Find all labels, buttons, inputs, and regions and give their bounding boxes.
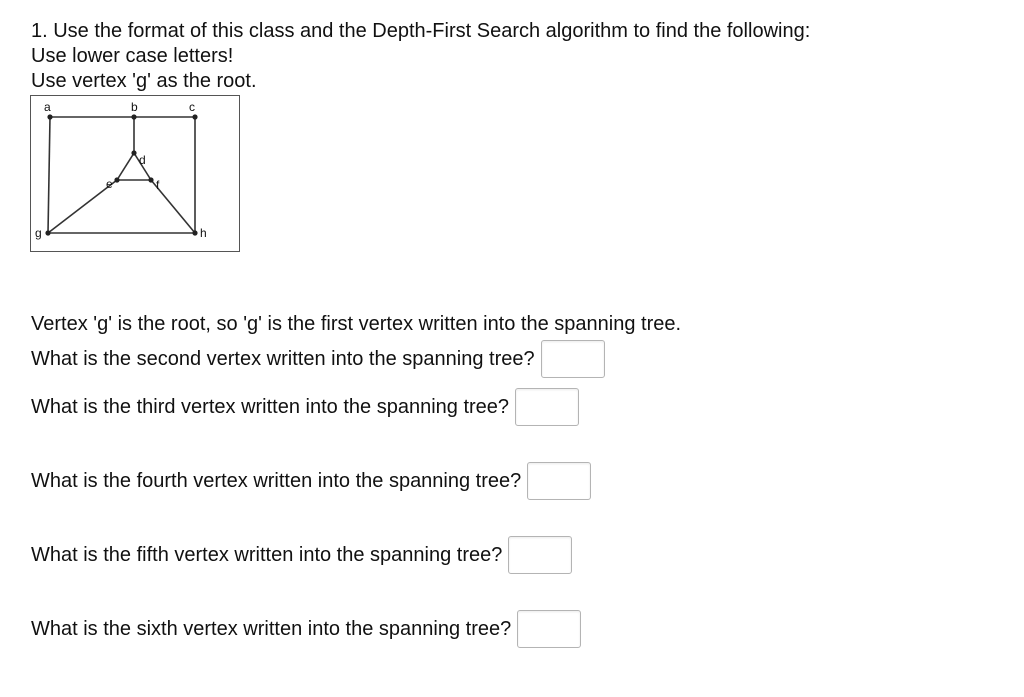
question-6-label: What is the sixth vertex written into the spanning tree? [31,618,512,640]
vertex-b [131,114,136,119]
question-3 [31,388,579,426]
question-3-label: What is the third vertex written into the spanning tree? [31,396,510,418]
vertex-d [131,150,136,155]
edge-d-e [117,153,134,180]
vertex-g [45,230,50,235]
answer-2-input[interactable] [541,340,605,378]
vertex-a [47,114,52,119]
intro-text: Vertex 'g' is the root, so 'g' is the first vertex written into the spanning tree. [31,313,682,335]
question-2 [31,340,605,378]
vertex-label-a: a [44,100,51,114]
answer-4-input[interactable] [527,462,591,500]
question-6 [31,610,581,648]
question-5 [31,536,572,574]
edge-a-g [48,117,50,233]
vertex-label-f: f [156,178,160,192]
question-4 [31,462,591,500]
vertex-h [192,230,197,235]
vertex-label-h: h [200,226,207,240]
graph-figure [30,95,240,252]
question-5-label: What is the fifth vertex written into the spanning tree? [31,544,503,566]
vertex-label-b: b [131,100,138,114]
vertex-label-e: e [106,177,113,191]
instruction-line-1: 1. Use the format of this class and the Depth-First Search algorithm to find the following: [31,20,811,42]
answer-3-input[interactable] [515,388,579,426]
vertex-e [114,177,119,182]
instruction-line-3: Use vertex 'g' as the root. [31,70,257,92]
question-4-label: What is the fourth vertex written into the spanning tree? [31,470,522,492]
vertex-label-c: c [189,100,195,114]
vertex-c [192,114,197,119]
answer-5-input[interactable] [508,536,572,574]
vertex-label-g: g [35,226,42,240]
graph-svg [31,96,241,253]
instruction-line-2: Use lower case letters! [31,45,234,67]
vertex-f [148,177,153,182]
question-2-label: What is the second vertex written into the spanning tree? [31,348,535,370]
vertex-label-d: d [139,153,146,167]
answer-6-input[interactable] [517,610,581,648]
